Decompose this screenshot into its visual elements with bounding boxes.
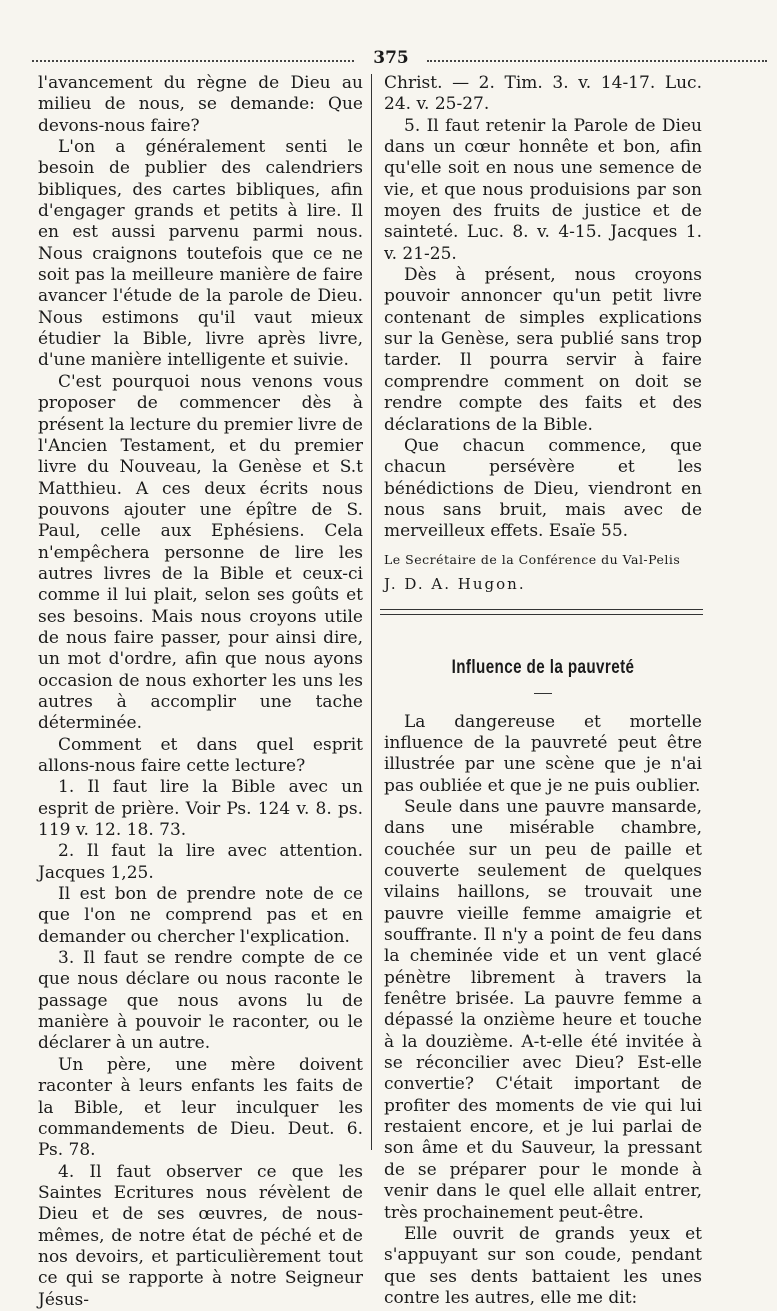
section-rule (380, 609, 703, 615)
right-column (384, 73, 702, 1309)
paragraph: 5. Il faut retenir la Parole de Dieu dans un cœur honnête et bon, afin qu'elle soit en nous une semence de vie, et que nous produisions par son moyen des fruits de justice et de sainteté. Luc. 8. v. 4-15. Jacques 1. v. 21-25. (384, 115, 702, 264)
page-header (32, 48, 767, 68)
column-divider (371, 74, 372, 1150)
paragraph: Elle ouvrit de grands yeux et s'appuyant sur son coude, pendant que ses dents battaient les unes contre les autres, elle me dit: (384, 1223, 702, 1308)
paragraph: Seule dans une pauvre mansarde, dans une misérable chambre, couchée sur un peu de paille et couverte seulement de quelques vilains haillons, se trouvait une pauvre vieille femme amaigrie et souffrante. Il n'y a point de feu dans la cheminée vide et un vent glacé pénètre librement à travers la fenêtre brisée. La pauvre femme a dépassé la onzième heure et touche à la douzième. A-t-elle été invitée à se réconcilier avec Dieu? Est-elle convertie? C'était important de profiter des moments de vie qui lui restaient encore, et je lui parlai de son âme et du Sauveur, la pressant de se préparer pour le monde à venir dans le quel elle allait entrer, très prochainement peut-être. (384, 796, 702, 1223)
paragraph: 2. Il faut la lire avec attention. Jacques 1,25. (38, 841, 363, 883)
article-title: Influence de la pauvreté (451, 657, 635, 679)
paragraph: Comment et dans quel esprit allons-nous faire cette lecture? (38, 734, 363, 776)
paragraph: 1. Il faut lire la Bible avec un esprit de prière. Voir Ps. 124 v. 8. ps. 119 v. 12. 18. 73. (38, 777, 363, 841)
paragraph: Un père, une mère doivent raconter à leurs enfants les faits de la Bible, et leur inculquer les commandements de Dieu. Deut. 6. Ps. 78. (38, 1054, 363, 1161)
page-number: 375 (373, 48, 409, 68)
paragraph: Il est bon de prendre note de ce que l'on ne comprend pas et en demander ou chercher l'explication. (38, 884, 363, 947)
paragraph: 4. Il faut observer ce que les Saintes Ecritures nous révèlent de Dieu et de ses œuvres, de nous-mêmes, de notre état de péché et de nos devoirs, et particulièrement tout ce qui se rapporte à notre Seigneur Jésus- (38, 1161, 363, 1310)
paragraph: 3. Il faut se rendre compte de ce que nous déclare ou nous raconte le passage que nous avons lu de manière à pouvoir le raconter, ou le déclarer à un autre. (38, 948, 363, 1054)
paragraph: l'avancement du règne de Dieu au milieu de nous, se demande: Que devons-nous faire? (38, 73, 363, 136)
left-column (38, 73, 363, 1311)
header-rule-right (427, 60, 767, 64)
header-rule-left (32, 60, 354, 64)
title-underline (534, 693, 552, 694)
signature-title: Le Secrétaire de la Conférence du Val-Pelis (384, 551, 681, 567)
paragraph: La dangereuse et mortelle influence de la pauvreté peut être illustrée par une scène que je n'ai pas oubliée et que je ne puis oublier. (384, 711, 702, 796)
paragraph: C'est pourquoi nous venons vous proposer de commencer dès à présent la lecture du premier livre de l'Ancien Testament, et du premier livre du Nouveau, la Genèse et S.t Matthieu. A ces deux écrits nous pouvons ajouter une épître de S. Paul, celle aux Ephésiens. Cela n'empêchera personne de lire les autres livres de la Bible et ceux-ci comme il lui plait, selon ses goûts et ses besoins. Mais nous croyons utile de nous faire passer, pour ainsi dire, un mot d'ordre, afin que nous ayons occasion de nous exhorter les uns les autres à accomplir une tache déterminée. (38, 371, 363, 734)
paragraph: Dès à présent, nous croyons pouvoir annoncer qu'un petit livre contenant de simples explications sur la Genèse, sera publié sans trop tarder. Il pourra servir à faire comprendre comment on doit se rendre compte des faits et des déclarations de la Bible. (384, 265, 702, 435)
paragraph: L'on a généralement senti le besoin de publier des calendriers bibliques, des cartes bibliques, afin d'engager grands et petits à lire. Il en est aussi parvenu parmi nous. Nous craignons toutefois que ce ne soit pas la meilleure manière de faire avancer l'étude de la parole de Dieu. Nous estimons qu'il vaut mieux étudier la Bible, livre après livre, d'une manière intelligente et suivie. (38, 137, 363, 371)
paragraph: Christ. — 2. Tim. 3. v. 14-17. Luc. 24. v. 25-27. (384, 73, 702, 115)
paragraph: Que chacun commence, que chacun persévère et les bénédictions de Dieu, viendront en nous sans bruit, mais avec de merveilleux effets. Esaïe 55. (384, 435, 702, 542)
signature-name: J. D. A. Hugon. (384, 574, 526, 593)
